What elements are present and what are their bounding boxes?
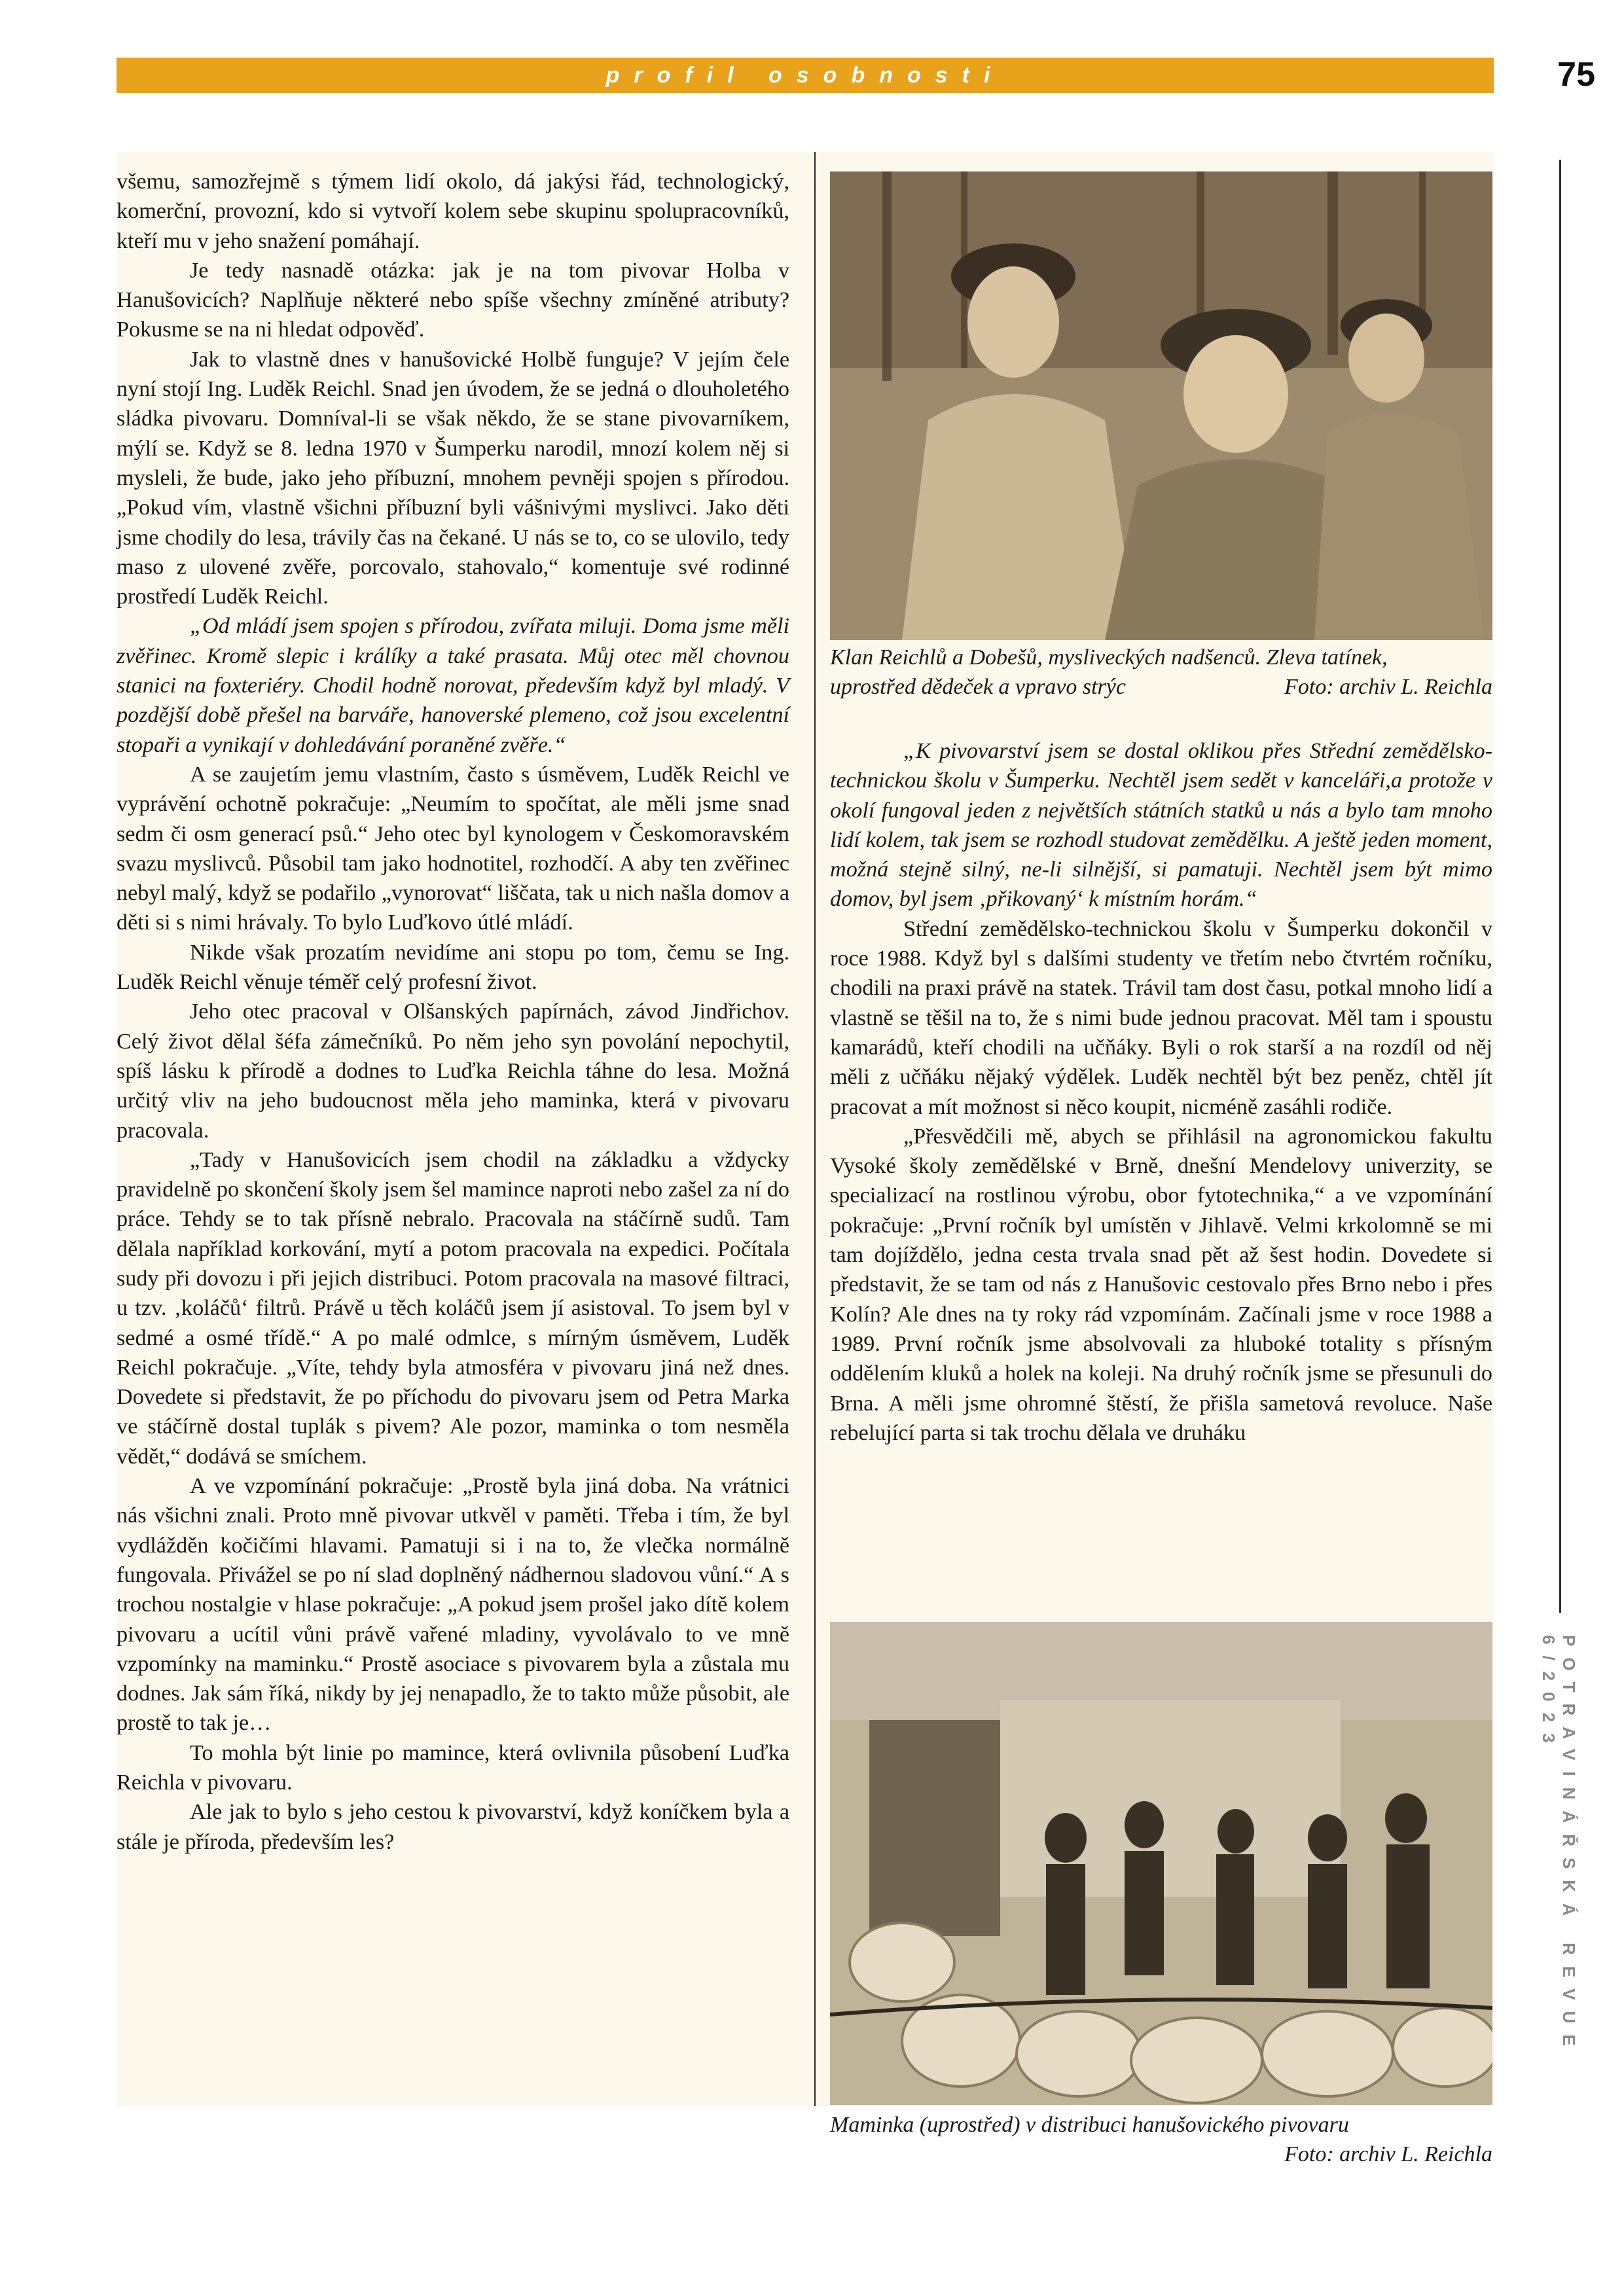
paragraph: „Tady v Hanušovicích jsem chodil na základku a vždycky pravidelně po skončení školy jsem šel mamince naproti nebo zašel za ní do práce. Tehdy se to tak přísně nebralo. Pracovala na stáčírně sudů. Tam dělala například korkování, mytí a potom pracovala na expedici. Počítala sudy při dovozu i při jejich distribuci. Potom pracovala na masové filtraci, u tzv. ‚koláčů‘ filtrů. Právě u těch koláčů jsem jí asistoval. To jsem byl v sedmé a osmé třídě.“ A po malé odmlce, s mírným úsměvem, Luděk Reichl pokračuje. „Víte, tehdy byla atmosféra v pivovaru jiná než dnes. Dovedete si představit, že po příchodu do pivovaru jsem od Petra Marka ve stáčírně dostal tuplák s pivem? Ale pozor, maminka o tom nesměla vědět,“ dodává se smíchem.	[117, 1147, 789, 1469]
page-number: 75	[1557, 56, 1595, 94]
caption-line: uprostřed dědeček a vpravo strýc	[830, 675, 1126, 699]
photo-brewery-distribution	[830, 1622, 1492, 2105]
photo-credit: Foto: archiv L. Reichla	[1284, 2142, 1492, 2166]
column-divider	[814, 152, 816, 2106]
photo-brewery-illustration	[830, 1622, 1492, 2105]
photo-2-caption	[830, 2110, 1492, 2169]
paragraph: „K pivovarství jsem se dostal oklikou přes Střední zemědělsko-technickou školu v Šumperku. Nechtěl jsem sedět v kanceláři,a protože v okolí fungoval jeden z největších státních statků u nás a bylo tam mnoho lidí kolem, tak jsem se rozhodl studovat zemědělku. A ještě jeden moment, možná stejně silný, ne-li silnější, si pamatuji. Nechtěl jsem být mimo domov, byl jsem ‚přikovaný‘ k místním horám.“	[830, 739, 1492, 912]
paragraph: všemu, samozřejmě s týmem lidí okolo, dá jakýsi řád, technologický, komerční, provozní, kdo si vytvoří kolem sebe skupinu spolupracovníků, kteří mu v jeho snažení pomáhají.	[117, 170, 789, 253]
paragraph: A ve vzpomínání pokračuje: „Prostě byla jiná doba. Na vrátnici nás všichni znali. Proto mně pivovar utkvěl v paměti. Třeba i tím, že byl vydlážděn kočičími hlavami. Pamatuji si i na to, že vlečka normálně fungovala. Přivážel se po ní slad doplněný nádhernou sladovou vůní.“ A s trochou nostalgie v hlase pokračuje: „A pokud jsem prošel jako dítě kolem pivovaru a ucítil vůni právě vařené mladiny, vyvolávalo to ve mně vzpomínky na maminku.“ Prostě asociace s pivovarem byla a zůstala mu dodnes. Jak sám říká, nikdy by jej nenapadlo, že to takto může působit, ale prostě to tak je…	[117, 1474, 789, 1736]
section-label: profil osobnosti	[605, 62, 1005, 88]
paragraph: Jak to vlastně dnes v hanušovické Holbě funguje? V jejím čele nyní stojí Ing. Luděk Reichl. Snad jen úvodem, že se jedná o dlouholetého sládka pivovaru. Domníval-li se však někdo, že se stane pivovarníkem, mýlí se. Když se 8. ledna 1970 v Šumperku narodil, mnozí kolem něj si mysleli, že bude, jako jeho příbuzní, mnohem pevněji spojen s přírodou. „Pokud vím, vlastně všichni příbuzní byli vášnivými myslivci. Jako děti jsme chodily do lesa, trávily čas na čekané. U nás se to, co se ulovilo, tedy maso z ulovené zvěře, porcovalo, stahovalo,“ komentuje své rodinné prostředí Luděk Reichl.	[117, 347, 789, 609]
article-right-column	[830, 736, 1492, 1448]
paragraph: To mohla být linie po mamince, která ovlivnila působení Luďka Reichla v pivovaru.	[117, 1740, 789, 1795]
photo-1-caption	[830, 643, 1492, 702]
paragraph: Ale jak to bylo s jeho cestou k pivovarství, když koníčkem byla a stále je příroda, především les?	[117, 1800, 789, 1854]
photo-credit: Foto: archiv L. Reichla	[1284, 675, 1492, 699]
photo-hunters-illustration	[830, 171, 1492, 640]
paragraph: A se zaujetím jemu vlastním, často s úsměvem, Luděk Reichl ve vyprávění ochotně pokračuje: „Neumím to spočítat, ale měli jsme snad sedm či osm generací psů.“ Jeho otec byl kynologem v Českomoravském svazu myslivců. Působil tam jako hodnotitel, rozhodčí. A aby ten zvěřinec nebyl malý, když se podařilo „vynorovat“ liščata, tak u nich našla domov a děti si s nimi hrávaly. To bylo Luďkovo útlé mládí.	[117, 762, 789, 935]
paragraph: „Od mládí jsem spojen s přírodou, zvířata miluji. Doma jsme měli zvěřinec. Kromě slepic i králíky a také prasata. Můj otec měl chovnou stanici na foxteriéry. Chodil hodně norovat, především když byl mladý. V pozdější době přešel na barváře, hanoverské plemeno, což jsou excelentní stopaři a vynikají v dohledávání poraněné zvěře.“	[117, 614, 789, 757]
paragraph: Jeho otec pracoval v Olšanských papírnách, závod Jindřichov. Celý život dělal šéfa zámečníků. Po něm jeho syn povolání nepochytil, spíš lásku k přírodě a dodnes to Luďka Reichla táhne do lesa. Možná určitý vliv na jeho budoucnost měla jeho maminka, která v pivovaru pracovala.	[117, 999, 789, 1143]
section-header-bar	[117, 58, 1494, 93]
caption-line: Maminka (uprostřed) v distribuci hanušovického pivovaru	[830, 2113, 1349, 2137]
paragraph: Střední zemědělsko-technickou školu v Šumperku dokončil v roce 1988. Když byl s dalšími studenty ve třetím nebo čtvrtém ročníku, chodili na praxi právě na statek. Trávil tam dost času, potkal mnoho lidí a vlastně se těšil na to, že s nimi bude jednou pracovat. Měl tam i spoustu kamarádů, kteří chodili na učňáky. Byli o rok starší a na rozdíl od něj měli z učňáku nějaký výdělek. Luděk nechtěl být bez peněz, chtěl jít pracovat a mít možnost si něco koupit, nicméně zasáhli rodiče.	[830, 916, 1492, 1119]
paragraph: Nikde však prozatím nevidíme ani stopu po tom, čemu se Ing. Luděk Reichl věnuje téměř celý profesní život.	[117, 940, 789, 995]
margin-rule	[1559, 160, 1561, 1613]
photo-hunters-family	[830, 171, 1492, 640]
paragraph: „Přesvědčili mě, abych se přihlásil na agronomickou fakultu Vysoké školy zemědělské v Brně, dnešní Mendelovy univerzity, se specializací na rostlinou výrobu, obor fytotechnika,“ a ve vzpomínání pokračuje: „První ročník byl umístěn v Jihlavě. Velmi krkolomně se mi tam dojíždělo, jedna cesta trvala snad pět až šest hodin. Dovedete si představit, že se tam od nás z Hanušovic cestovalo přes Brno nebo i přes Kolín? Ale dnes na ty roky rád vzpomínám. Začínali jsme v roce 1988 a 1989. První ročník jsme absolvovali za hluboké totality s přísným oddělením kluků a holek na koleji. Na druhý ročník jsme se přesunuli do Brna. A měli jsme ohromné štěstí, že přišla sametová revoluce. Naše rebelující parta si tak trochu dělala ve druháku	[830, 1124, 1492, 1445]
paragraph: Je tedy nasnadě otázka: jak je na tom pivovar Holba v Hanušovicích? Naplňuje některé nebo spíše všechny zmíněné atributy? Pokusme se na ni hledat odpověď.	[117, 258, 789, 342]
caption-line: Klan Reichlů a Dobešů, mysliveckých nadšenců. Zleva tatínek,	[830, 645, 1388, 670]
article-left-column	[117, 167, 789, 1857]
journal-credit: POTRAVINÁŘSKÁ REVUE 6/2023	[1539, 1635, 1579, 2057]
